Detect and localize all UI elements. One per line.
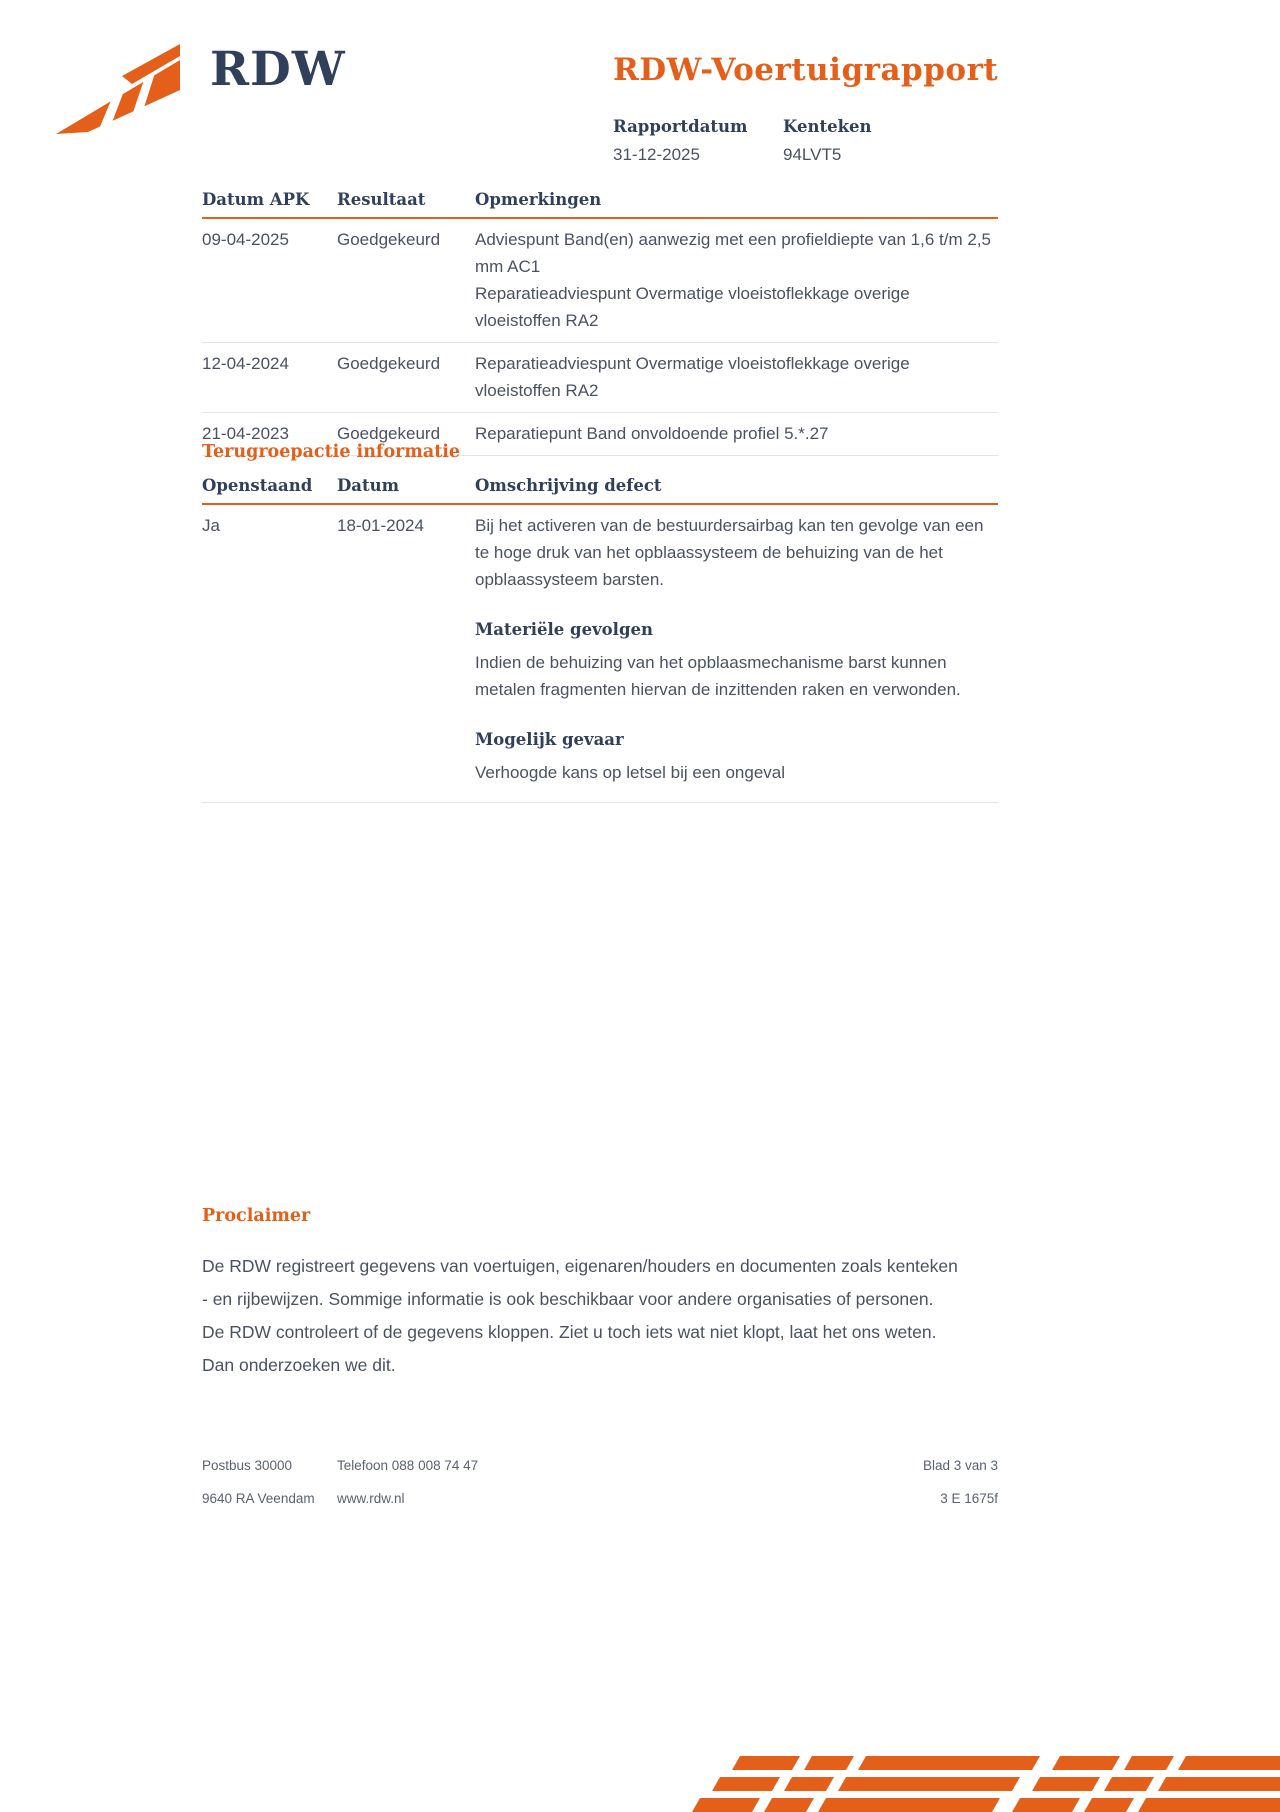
recall-section-title: Terugroepactie informatie	[202, 442, 461, 462]
col-header-datum: Datum	[337, 476, 400, 495]
col-header-openstaand: Openstaand	[202, 476, 313, 495]
col-header-datum-apk: Datum APK	[202, 190, 310, 209]
report-date-block	[613, 117, 783, 165]
material-consequences-text: Indien de behuizing van het opblaasmechanisme barst kunnen metalen fragmenten hiervan de inzittenden raken en verwonden.	[475, 653, 961, 699]
apk-remarks	[475, 350, 998, 404]
apk-result: Goedgekeurd	[337, 354, 441, 373]
footer-address-line1: Postbus 30000	[202, 1458, 293, 1473]
apk-table-header	[202, 190, 998, 219]
plate-value: 94LVT5	[783, 145, 842, 164]
col-header-resultaat: Resultaat	[337, 190, 426, 209]
remark: Adviespunt Band(en) aanwezig met een profieldiepte van 1,6 t/m 2,5 mm AC1	[475, 230, 991, 276]
apk-date: 21-04-2023	[202, 424, 289, 443]
recall-date: 18-01-2024	[337, 516, 424, 535]
recall-defect-cell	[475, 512, 998, 786]
report-date-value: 31-12-2025	[613, 145, 700, 164]
plate-label: Kenteken	[783, 117, 872, 136]
table-row	[202, 343, 998, 413]
stripes-icon	[640, 1756, 1280, 1812]
plate-block	[783, 117, 872, 165]
footer-phone: Telefoon 088 008 74 47	[337, 1458, 479, 1473]
possible-danger-text: Verhoogde kans op letsel bij een ongeval	[475, 763, 786, 782]
remark: Reparatieadviespunt Overmatige vloeistoflekkage overige vloeistoffen RA2	[475, 284, 910, 330]
material-consequences-title: Materiële gevolgen	[475, 620, 653, 639]
logo-wordmark: RDW	[210, 42, 346, 97]
proclaimer-section	[202, 1206, 960, 1382]
footer-address-line2: 9640 RA Veendam	[202, 1491, 315, 1506]
footer-page-number: Blad 3 van 3	[922, 1458, 998, 1473]
bottom-stripes-graphic	[640, 1756, 1280, 1812]
page-footer	[202, 1458, 998, 1524]
apk-result: Goedgekeurd	[337, 424, 441, 443]
apk-date: 09-04-2025	[202, 230, 289, 249]
recall-open: Ja	[202, 516, 220, 535]
footer-form-code: 3 E 1675f	[940, 1491, 998, 1506]
proclaimer-title: Proclaimer	[202, 1206, 311, 1226]
table-row	[202, 219, 998, 343]
recall-row	[202, 505, 998, 803]
col-header-opmerkingen: Opmerkingen	[475, 190, 602, 209]
recall-table-header	[202, 476, 998, 505]
apk-remarks	[475, 226, 998, 334]
report-meta	[613, 117, 908, 165]
remark: Reparatieadviespunt Overmatige vloeistoflekkage overige vloeistoffen RA2	[475, 354, 910, 400]
apk-date: 12-04-2024	[202, 354, 289, 373]
remark: Reparatiepunt Band onvoldoende profiel 5.*.27	[475, 424, 829, 443]
recall-section	[202, 442, 998, 803]
proclaimer-text: De RDW registreert gegevens van voertuigen, eigenaren/houders en documenten zoals kenteken - en rijbewijzen. Sommige informatie is ook beschikbaar voor andere organisaties of personen. De RDW controleert of de gegevens kloppen. Ziet u toch iets wat niet klopt, laat het ons weten. Dan onderzoeken we dit.	[202, 1256, 958, 1375]
col-header-omschrijving-defect: Omschrijving defect	[475, 476, 662, 495]
possible-danger-title: Mogelijk gevaar	[475, 730, 624, 749]
apk-history-table	[202, 190, 998, 456]
page-title: RDW-Voertuigrapport	[613, 52, 999, 88]
defect-description: Bij het activeren van de bestuurdersairbag kan ten gevolge van een te hoge druk van het opblaassysteem de behuizing van de het opblaassysteem barsten.	[475, 516, 984, 589]
rdw-flag-icon	[52, 42, 182, 142]
apk-result: Goedgekeurd	[337, 230, 441, 249]
report-date-label: Rapportdatum	[613, 117, 748, 136]
rdw-logo	[52, 42, 346, 142]
footer-website: www.rdw.nl	[337, 1491, 405, 1506]
